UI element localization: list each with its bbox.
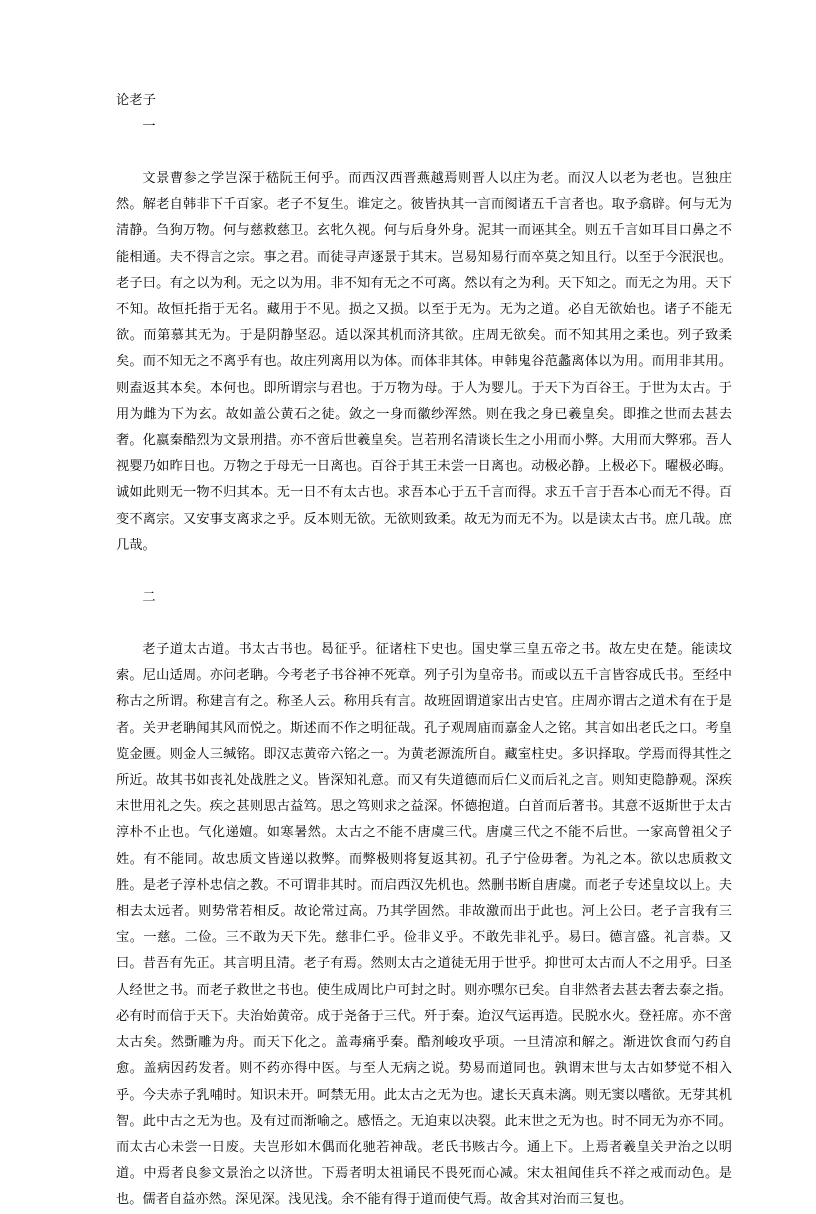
section-one-paragraph: 文景曹参之学岂深于嵇阮王何乎。而西汉西晋燕越焉则晋人以庄为老。而汉人以老为老也。岂独庄然。解老自韩非下千百家。老子不复生。谁定之。彼皆执其一言而阂诸五千言者也。取予翕辟。何与无为清静。刍狗万物。何与慈救慈卫。玄牝久视。何与后身外身。泥其一而诬其全。则五千言如耳目口鼻之不能相通。夫不得言之宗。事之君。而徒寻声逐景于其末。岂易知易行而卒莫之知且行。以至于今泯泯也。老子曰。有之以为利。无之以为用。非不知有无之不可离。然以有之为利。天下知之。而无之为用。天下不知。故恒托指于无名。藏用于不见。损之又损。以至于无为。无为之道。必自无欲始也。诸子不能无欲。而第慕其无为。于是阴静坚忍。适以深其机而济其欲。庄周无欲矣。而不知其用之柔也。列子致柔矣。而不知无之不离乎有也。故庄列离用以为体。而体非其体。申韩鬼谷范蠡离体以为用。而用非其用。则盍返其本矣。本何也。即所谓宗与君也。于万物为母。于人为婴儿。于天下为百谷王。于世为太古。于用为雌为下为玄。故如盖公黄石之徒。敛之一身而徽纱浑然。则在我之身已羲皇矣。即推之世而去甚去奢。化嬴秦酷烈为文景刑措。亦不啻后世羲皇矣。岂若刑名清谈长生之小用而小弊。大用而大弊邪。吾人视婴乃如昨日也。万物之于母无一日离也。百谷于其王未尝一日离也。动极必静。上极必下。曜极必晦。诚如此则无一物不归其本。无一日不有太古也。求吾本心于五千言而得。求五千言于吾本心而无不得。百变不离宗。又安事支离求之乎。反本则无欲。无欲则致柔。故无为而无不为。以是读太古书。庶几哉。庶几哉。 <box>116 171 732 553</box>
page-title: 论老子 <box>116 93 157 108</box>
section-two-paragraph: 老子道太古道。书太古书也。曷征乎。征诸柱下史也。国史掌三皇五帝之书。故左史在楚。能读坟索。尼山适周。亦问老聃。今考老子书谷神不死章。列子引为皇帝书。而或以五千言皆容成氏书。至经中称古之所谓。称建言有之。称圣人云。称用兵有言。故班固谓道家出古史官。庄周亦谓古之道术有在于是者。关尹老聃闻其风而悦之。斯述而不作之明征哉。孔子观周庙而嘉金人之铭。其言如出老氏之口。考皇览金匮。则金人三缄铭。即汉志黄帝六铭之一。为黄老源流所自。藏室柱史。多识择取。学焉而得其性之所近。故其书如丧礼处战胜之义。皆深知礼意。而又有失道德而后仁义而后礼之言。则知吏隐静观。深疾末世用礼之失。疾之甚则思古益笃。思之笃则求之益深。怀德抱道。白首而后著书。其意不返斯世于太古淳朴不止也。气化递嬗。如寒暑然。太古之不能不唐虞三代。唐虞三代之不能不后世。一家高曾祖父子姓。有不能同。故忠质文皆递以救弊。而弊极则将复返其初。孔子宁俭毋奢。为礼之本。欲以忠质救文胜。是老子淳朴忠信之教。不可谓非其时。而启西汉先机也。然删书断自唐虞。而老子专述皇坟以上。夫相去太远者。则势常若相反。故论常过高。乃其学固然。非故激而出于此也。河上公曰。老子言我有三宝。一慈。二俭。三不敢为天下先。慈非仁乎。俭非义乎。不敢先非礼乎。易曰。德言盛。礼言恭。又曰。昔吾有先正。其言明且清。老子有焉。然则太古之道徒无用于世乎。抑世可太古而人不之用乎。曰圣人经世之书。而老子救世之书也。使生成周比户可封之时。则亦嘿尔已矣。自非然者去甚去奢去泰之指。必有时而信于天下。夫治始黄帝。成于尧备于三代。歼于秦。迨汉气运再造。民脱水火。登衽席。亦不啻太古矣。然斲雕为舟。而天下化之。盖毒痛乎秦。酷剂峻攻乎项。一旦清凉和解之。渐进饮食而勺药自愈。盖病因药发者。则不药亦得中医。与至人无病之说。势易而道同也。孰谓末世与太古如梦觉不相入乎。今夫赤子乳哺时。知识未开。呵禁无用。此太古之无为也。逮长天真未漓。则无窦以嗜欲。无芽其机智。此中古之无为也。及有过而渐喻之。感悟之。无迫束以决裂。此末世之无为也。时不同无为亦不同。而太古心未尝一日废。夫岂形如木偶而化驰若神哉。老氏书赅古今。通上下。上焉者羲皇关尹治之以明道。中焉者良参文景治之以济世。下焉者明太祖诵民不畏死而心减。宋太祖闻佳兵不祥之戒而动色。是也。儒者自益亦然。深见深。浅见浅。余不能有得于道而使气焉。故舍其对治而三复也。 <box>116 642 732 1208</box>
section-number-two: 二 <box>142 590 156 606</box>
section-number-one: 一 <box>142 119 156 134</box>
